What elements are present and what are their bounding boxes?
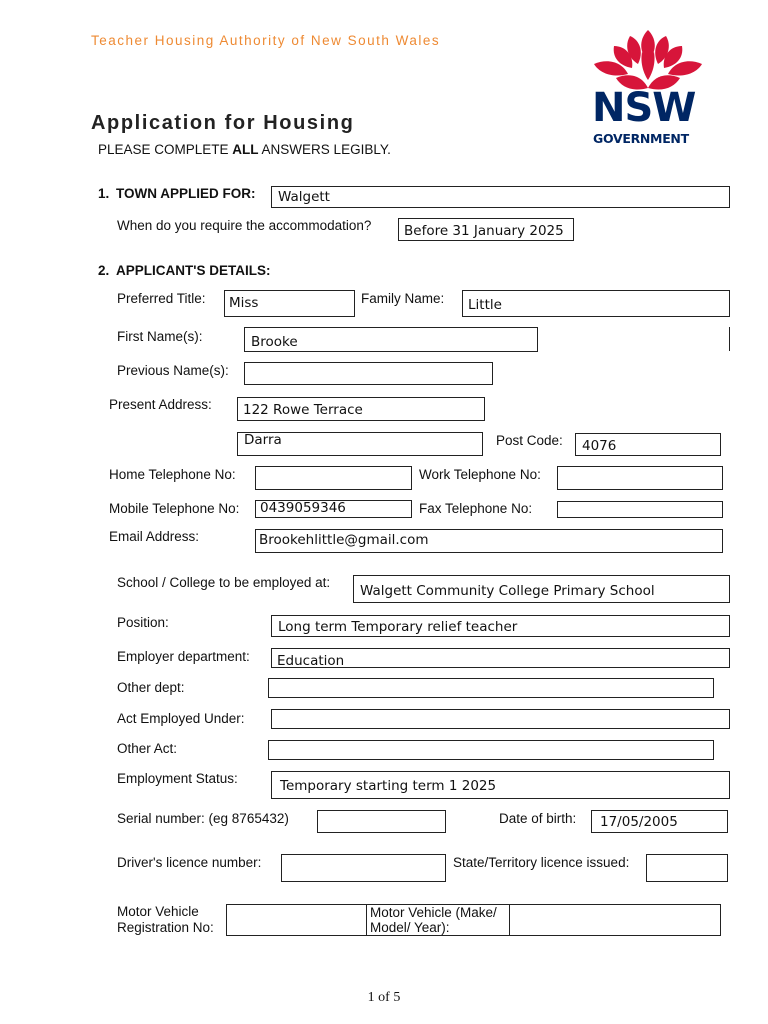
family-name-input[interactable]: Little [462, 290, 730, 317]
authority-name: Teacher Housing Authority of New South Wales [91, 33, 441, 48]
mobile-phone-label: Mobile Telephone No: [109, 501, 240, 516]
employment-status-label: Employment Status: [117, 771, 238, 786]
family-name-label: Family Name: [361, 291, 445, 306]
page-number: 1 of 5 [367, 990, 401, 1005]
serial-number-label: Serial number: (eg 8765432) [117, 811, 289, 826]
email-label: Email Address: [109, 529, 200, 544]
previous-names-input[interactable] [244, 362, 493, 385]
act-employed-under-label: Act Employed Under: [117, 711, 245, 726]
instruction-post: ANSWERS LEGIBLY. [258, 142, 391, 157]
instruction-text [98, 142, 391, 157]
waratah-flower-icon [586, 28, 710, 92]
position-input[interactable]: Long term Temporary relief teacher [271, 615, 730, 637]
section-1-heading [98, 186, 256, 201]
vehicle-registration-label [117, 904, 214, 936]
section-number: 1. [98, 186, 110, 201]
accommodation-date-label: When do you require the accommodation? [117, 218, 372, 233]
section-2-heading [98, 263, 270, 278]
accommodation-date-input[interactable]: Before 31 January 2025 [398, 218, 574, 241]
first-names-input[interactable]: Brooke [244, 327, 538, 352]
post-code-input[interactable]: 4076 [575, 433, 721, 456]
employer-department-input[interactable]: Education [271, 648, 730, 668]
fax-label: Fax Telephone No: [419, 501, 533, 516]
nsw-government-logo [586, 28, 710, 150]
previous-names-label: Previous Name(s): [117, 363, 229, 378]
date-of-birth-label: Date of birth: [499, 811, 577, 826]
date-of-birth-input[interactable]: 17/05/2005 [591, 810, 728, 833]
section-number: 2. [98, 263, 110, 278]
preferred-title-label: Preferred Title: [117, 291, 206, 306]
other-department-input[interactable] [268, 678, 714, 698]
vehicle-make-label-line-1: Motor Vehicle (Make/ [370, 905, 497, 920]
address-line-2-input[interactable]: Darra [237, 432, 483, 456]
vehicle-registration-input[interactable] [226, 904, 367, 936]
drivers-licence-label: Driver's licence number: [117, 855, 262, 870]
work-phone-input[interactable] [557, 466, 723, 490]
school-label: School / College to be employed at: [117, 575, 331, 590]
other-act-input[interactable] [268, 740, 714, 760]
email-input[interactable]: Brookehlittle@gmail.com [255, 529, 723, 553]
mobile-phone-input[interactable]: 0439059346 [255, 500, 412, 518]
employment-status-input[interactable]: Temporary starting term 1 2025 [271, 771, 730, 799]
first-names-label: First Name(s): [117, 329, 203, 344]
work-phone-label: Work Telephone No: [419, 467, 541, 482]
act-employed-under-input[interactable] [271, 709, 730, 729]
school-input[interactable]: Walgett Community College Primary School [353, 575, 730, 603]
serial-number-input[interactable] [317, 810, 446, 833]
vehicle-make-label-line-2: Model/ Year): [370, 920, 450, 935]
instruction-bold: ALL [232, 142, 259, 157]
licence-state-input[interactable] [646, 854, 728, 882]
home-phone-input[interactable] [255, 466, 412, 490]
drivers-licence-input[interactable] [281, 854, 446, 882]
present-address-label: Present Address: [109, 397, 212, 412]
other-department-label: Other dept: [117, 680, 185, 695]
position-label: Position: [117, 615, 169, 630]
government-logo-text: GOVERNMENT [593, 131, 689, 146]
instruction-pre: PLEASE COMPLETE [98, 142, 233, 157]
licence-state-label: State/Territory licence issued: [453, 855, 630, 870]
page-title: Application for Housing [91, 112, 355, 134]
address-line-1-input[interactable]: 122 Rowe Terrace [237, 397, 485, 421]
town-applied-input[interactable]: Walgett [271, 186, 730, 208]
preferred-title-input[interactable]: Miss [224, 290, 355, 317]
post-code-label: Post Code: [496, 433, 563, 448]
nsw-logo-text: NSW [592, 85, 696, 131]
other-act-label: Other Act: [117, 741, 178, 756]
home-phone-label: Home Telephone No: [109, 467, 236, 482]
section-title: APPLICANT'S DETAILS: [116, 263, 271, 278]
section-title: TOWN APPLIED FOR: [116, 186, 256, 201]
vehicle-registration-label-line-1: Motor Vehicle [117, 904, 199, 919]
vehicle-make-label [366, 904, 509, 936]
employer-department-label: Employer department: [117, 649, 250, 664]
field-divider [729, 327, 730, 351]
fax-input[interactable] [557, 501, 723, 518]
vehicle-registration-label-line-2: Registration No: [117, 920, 214, 935]
vehicle-make-input[interactable] [509, 904, 721, 936]
